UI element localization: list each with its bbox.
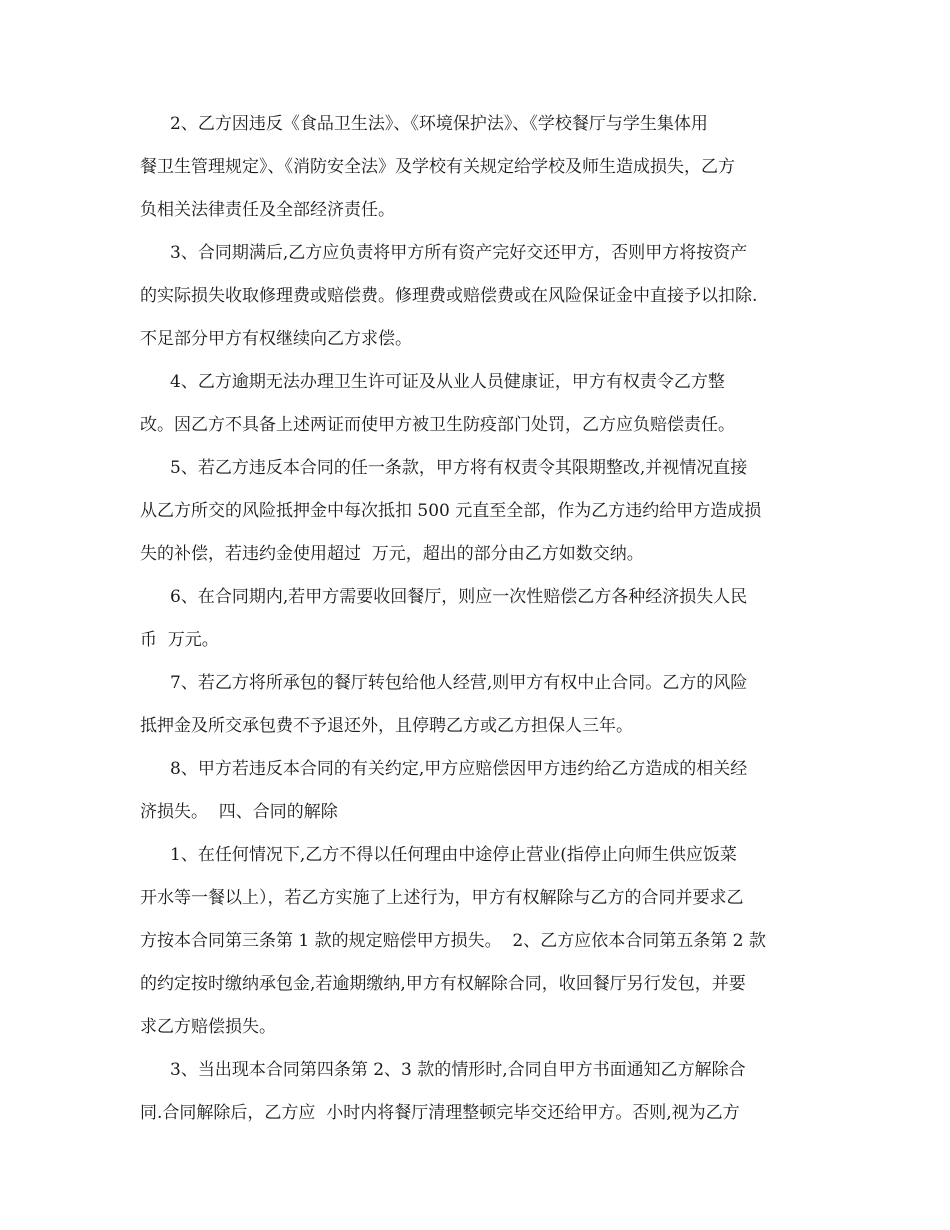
text-line: 3、合同期满后,乙方应负责将甲方所有资产完好交还甲方，否则甲方将按资产 bbox=[170, 243, 748, 263]
text-line: 7、若乙方将所承包的餐厅转包给他人经营,则甲方有权中止合同。乙方的风险 bbox=[170, 673, 748, 693]
text-line: 不足部分甲方有权继续向乙方求偿。 bbox=[140, 329, 412, 349]
text-line: 负相关法律责任及全部经济责任。 bbox=[140, 200, 395, 220]
text-line: 改。因乙方不具备上述两证而使甲方被卫生防疫部门处罚，乙方应负赔偿责任。 bbox=[140, 415, 735, 435]
text-line: 从乙方所交的风险抵押金中每次抵扣 500 元直至全部，作为乙方违约给甲方造成损 bbox=[140, 501, 762, 521]
text-line: 2、乙方因违反《食品卫生法》、《环境保护法》、《学校餐厅与学生集体用 bbox=[170, 114, 708, 134]
text-line: 3、当出现本合同第四条第 2、3 款的情形时,合同自甲方书面通知乙方解除合 bbox=[170, 1060, 746, 1080]
text-line: 同.合同解除后，乙方应 小时内将餐厅清理整顿完毕交还给甲方。否则,视为乙方 bbox=[140, 1103, 740, 1123]
text-line: 8、甲方若违反本合同的有关约定,甲方应赔偿因甲方违约给乙方造成的相关经 bbox=[170, 759, 748, 779]
text-line: 济损失。 四、合同的解除 bbox=[140, 802, 338, 822]
text-line: 求乙方赔偿损失。 bbox=[140, 1017, 276, 1037]
text-line: 1、在任何情况下,乙方不得以任何理由中途停止营业(指停止向师生供应饭菜 bbox=[170, 845, 737, 865]
text-line: 失的补偿，若违约金使用超过 万元，超出的部分由乙方如数交纳。 bbox=[140, 544, 644, 564]
text-line: 抵押金及所交承包费不予退还外，且停聘乙方或乙方担保人三年。 bbox=[140, 716, 633, 736]
text-line: 的约定按时缴纳承包金,若逾期缴纳,甲方有权解除合同，收回餐厅另行发包，并要 bbox=[140, 974, 746, 994]
text-line: 4、乙方逾期无法办理卫生许可证及从业人员健康证，甲方有权责令乙方整 bbox=[170, 372, 725, 392]
text-line: 开水等一餐以上），若乙方实施了上述行为，甲方有权解除与乙方的合同并要求乙 bbox=[140, 888, 744, 908]
text-line: 餐卫生管理规定》、《消防安全法》及学校有关规定给学校及师生造成损失，乙方 bbox=[140, 157, 735, 177]
text-line: 币 万元。 bbox=[140, 630, 219, 650]
text-line: 的实际损失收取修理费或赔偿费。修理费或赔偿费或在风险保证金中直接予以扣除. bbox=[140, 286, 758, 306]
text-line: 6、在合同期内,若甲方需要收回餐厅，则应一次性赔偿乙方各种经济损失人民 bbox=[170, 587, 748, 607]
text-line: 5、若乙方违反本合同的任一条款，甲方将有权责令其限期整改,并视情况直接 bbox=[170, 458, 748, 478]
text-line: 方按本合同第三条第 1 款的规定赔偿甲方损失。 2、乙方应依本合同第五条第 2 款 bbox=[140, 931, 766, 951]
